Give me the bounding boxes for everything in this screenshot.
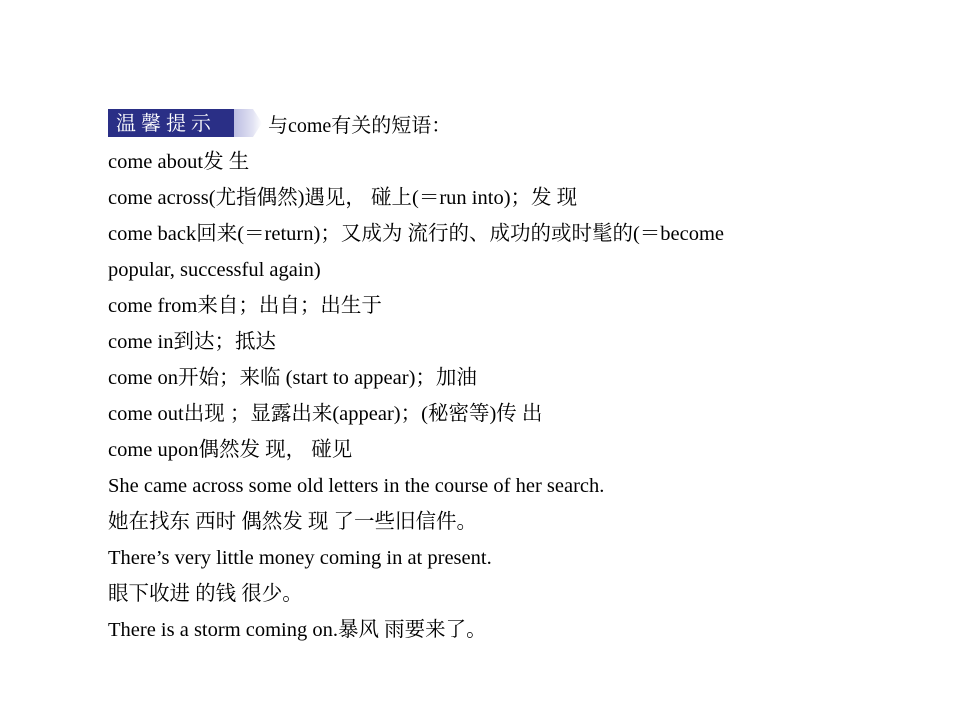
phrase-line: come back回来(＝return)；又成为 流行的、成功的或时髦的(＝become bbox=[108, 223, 725, 245]
phrase-list bbox=[108, 144, 848, 648]
example-sentence: There’s very little money coming in at present. bbox=[108, 547, 492, 569]
phrase-line: come on开始；来临 (start to appear)；加油 bbox=[108, 367, 477, 389]
phrase-line: come upon偶然发 现， 碰见 bbox=[108, 439, 353, 461]
tip-badge bbox=[108, 109, 260, 137]
phrase-line: come across(尤指偶然)遇见， 碰上(＝run into)；发 现 bbox=[108, 187, 578, 209]
example-sentence: She came across some old letters in the course of her search. bbox=[108, 475, 605, 497]
phrase-line: come out出现 ；显露出来(appear)；(秘密等)传 出 bbox=[108, 403, 543, 425]
example-sentence: There is a storm coming on.暴风 雨要来了。 bbox=[108, 619, 487, 641]
example-translation: 眼下收进 的钱 很少。 bbox=[108, 583, 303, 605]
phrase-line: come in到达；抵达 bbox=[108, 331, 276, 353]
phrase-line: popular, successful again) bbox=[108, 259, 321, 281]
example-translation: 她在找东 西时 偶然发 现 了一些旧信件。 bbox=[108, 511, 477, 533]
badge-arrow-decoration bbox=[232, 109, 262, 137]
phrase-line: come about发 生 bbox=[108, 151, 250, 173]
tip-header bbox=[108, 108, 451, 138]
phrase-line: come from来自；出自；出生于 bbox=[108, 295, 382, 317]
tip-badge-label: 温馨提示 bbox=[108, 109, 234, 137]
tip-heading: 与come有关的短语： bbox=[268, 114, 452, 137]
